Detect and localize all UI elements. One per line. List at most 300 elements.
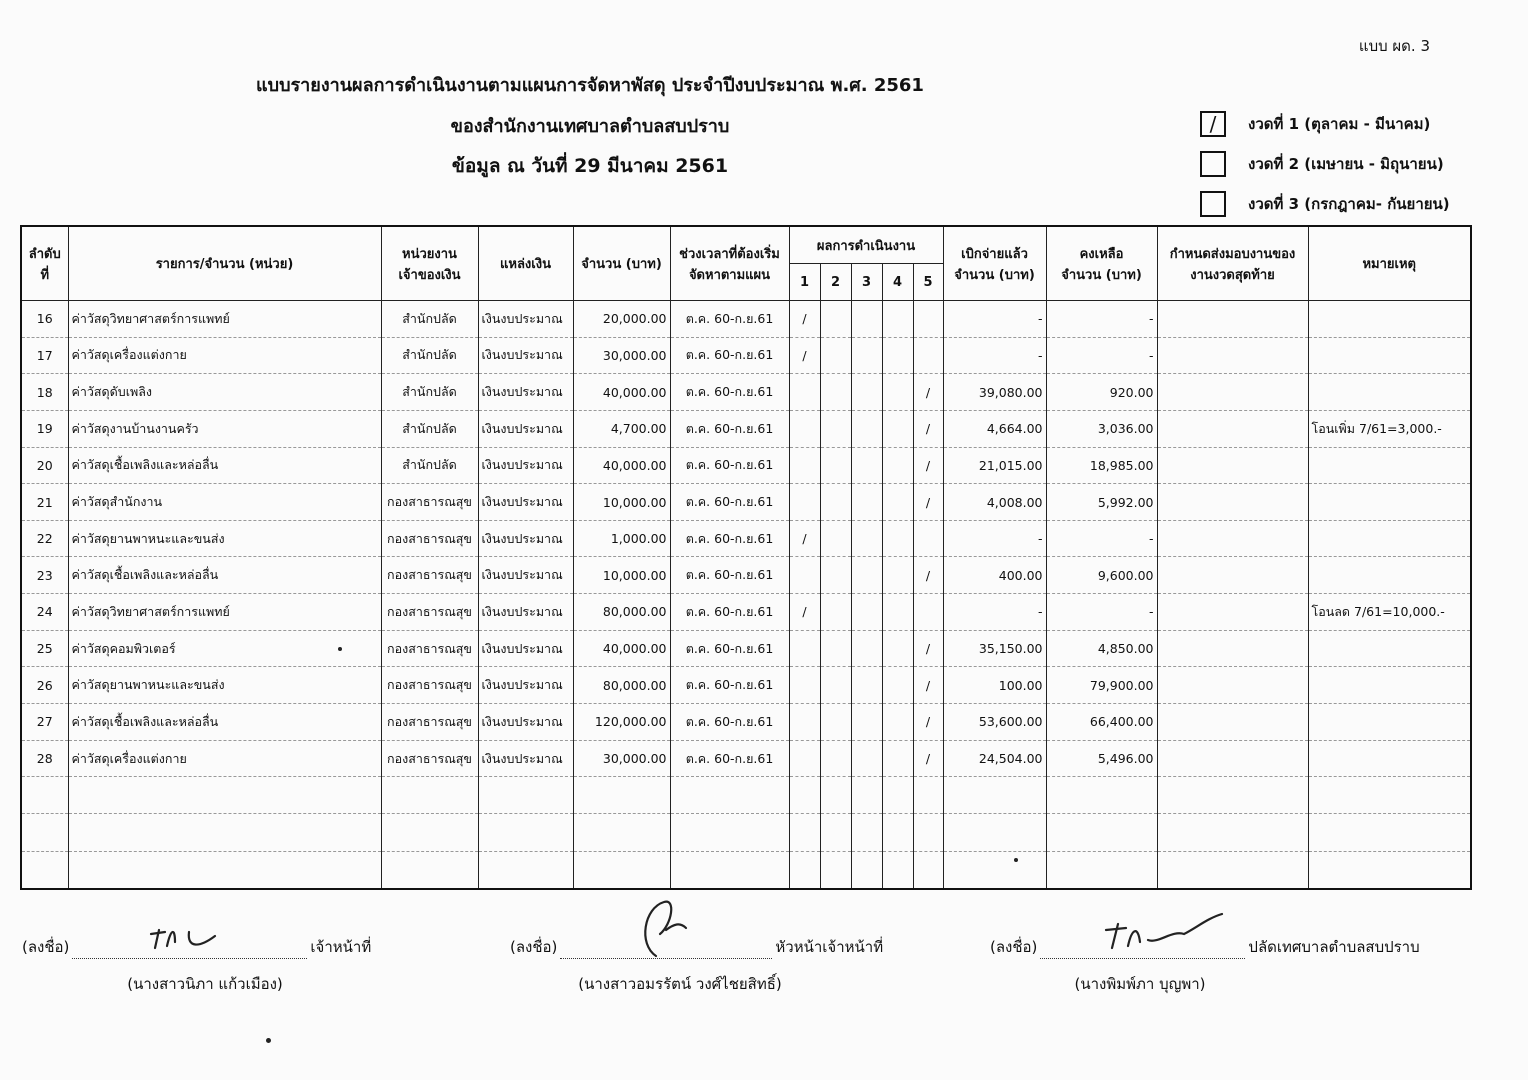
cell-m4 bbox=[882, 520, 913, 557]
cell-m1 bbox=[789, 667, 820, 704]
cell-source: เงินงบประมาณ bbox=[478, 447, 573, 484]
cell-item: ค่าวัสดุเชื้อเพลิงและหล่อลื่น bbox=[68, 447, 381, 484]
empty-row bbox=[21, 777, 1471, 814]
cell-period: ต.ค. 60-ก.ย.61 bbox=[670, 557, 789, 594]
header-result: ผลการดำเนินงาน bbox=[789, 226, 943, 264]
cell-remain: 18,985.00 bbox=[1046, 447, 1157, 484]
period-3-checkbox[interactable] bbox=[1200, 191, 1226, 217]
cell-source: เงินงบประมาณ bbox=[478, 557, 573, 594]
cell-m5 bbox=[913, 520, 943, 557]
table-row bbox=[21, 410, 1471, 447]
cell-remain: 5,992.00 bbox=[1046, 484, 1157, 521]
cell-m3 bbox=[851, 740, 882, 777]
cell-period: ต.ค. 60-ก.ย.61 bbox=[670, 520, 789, 557]
cell-remain: 3,036.00 bbox=[1046, 410, 1157, 447]
period-1-checkbox[interactable]: / bbox=[1200, 111, 1226, 137]
cell-item: ค่าวัสดุงานบ้านงานครัว bbox=[68, 410, 381, 447]
scan-speck bbox=[1014, 858, 1018, 862]
cell-m2 bbox=[820, 447, 851, 484]
signature-municipal-clerk bbox=[990, 928, 1420, 959]
empty-cell bbox=[381, 777, 478, 814]
cell-source: เงินงบประมาณ bbox=[478, 374, 573, 411]
empty-cell bbox=[913, 851, 943, 889]
handwritten-signature-icon bbox=[626, 894, 706, 964]
table-row bbox=[21, 301, 1471, 338]
cell-note bbox=[1308, 301, 1471, 338]
cell-period: ต.ค. 60-ก.ย.61 bbox=[670, 667, 789, 704]
period-option-1[interactable] bbox=[1200, 108, 1430, 140]
empty-cell bbox=[913, 777, 943, 814]
cell-unit: กองสาธารณสุข bbox=[381, 667, 478, 704]
cell-source: เงินงบประมาณ bbox=[478, 667, 573, 704]
empty-cell bbox=[573, 851, 670, 889]
cell-remain: 4,850.00 bbox=[1046, 630, 1157, 667]
cell-note: โอนลด 7/61=10,000.- bbox=[1308, 594, 1471, 631]
sign-role: ปลัดเทศบาลตำบลสบปราบ bbox=[1248, 938, 1420, 956]
cell-no: 20 bbox=[21, 447, 68, 484]
cell-m1: / bbox=[789, 337, 820, 374]
empty-cell bbox=[789, 851, 820, 889]
cell-no: 22 bbox=[21, 520, 68, 557]
cell-amount: 30,000.00 bbox=[573, 740, 670, 777]
cell-note bbox=[1308, 520, 1471, 557]
signature-line bbox=[1040, 928, 1245, 959]
cell-m2 bbox=[820, 520, 851, 557]
empty-cell bbox=[1046, 814, 1157, 851]
empty-cell bbox=[820, 814, 851, 851]
cell-m2 bbox=[820, 410, 851, 447]
cell-paid: - bbox=[943, 337, 1046, 374]
header-paid: เบิกจ่ายแล้ว จำนวน (บาท) bbox=[943, 226, 1046, 301]
empty-cell bbox=[478, 814, 573, 851]
header-source: แหล่งเงิน bbox=[478, 226, 573, 301]
header-result-1: 1 bbox=[789, 264, 820, 301]
cell-source: เงินงบประมาณ bbox=[478, 337, 573, 374]
cell-due bbox=[1157, 374, 1308, 411]
empty-cell bbox=[381, 814, 478, 851]
report-title: แบบรายงานผลการดำเนินงานตามแผนการจัดหาพัสดุ ประจำปีงบประมาณ พ.ศ. 2561 bbox=[256, 75, 924, 96]
cell-due bbox=[1157, 557, 1308, 594]
cell-m3 bbox=[851, 374, 882, 411]
cell-no: 27 bbox=[21, 704, 68, 741]
cell-m5 bbox=[913, 337, 943, 374]
empty-cell bbox=[882, 777, 913, 814]
cell-m4 bbox=[882, 667, 913, 704]
cell-note bbox=[1308, 667, 1471, 704]
report-organization: ของสำนักงานเทศบาลตำบลสบปราบ bbox=[450, 116, 730, 137]
cell-period: ต.ค. 60-ก.ย.61 bbox=[670, 301, 789, 338]
cell-m3 bbox=[851, 594, 882, 631]
cell-no: 23 bbox=[21, 557, 68, 594]
cell-m5: / bbox=[913, 740, 943, 777]
header-seq: ลำดับ ที่ bbox=[21, 226, 68, 301]
period-option-2[interactable] bbox=[1200, 148, 1444, 180]
cell-m2 bbox=[820, 484, 851, 521]
cell-period: ต.ค. 60-ก.ย.61 bbox=[670, 630, 789, 667]
cell-m4 bbox=[882, 704, 913, 741]
cell-due bbox=[1157, 301, 1308, 338]
table-body bbox=[21, 301, 1471, 890]
cell-m1 bbox=[789, 447, 820, 484]
cell-m1 bbox=[789, 740, 820, 777]
cell-due bbox=[1157, 594, 1308, 631]
cell-m4 bbox=[882, 594, 913, 631]
cell-m1 bbox=[789, 557, 820, 594]
header-result-2: 2 bbox=[820, 264, 851, 301]
cell-m5: / bbox=[913, 374, 943, 411]
cell-period: ต.ค. 60-ก.ย.61 bbox=[670, 374, 789, 411]
empty-cell bbox=[1157, 851, 1308, 889]
empty-cell bbox=[913, 814, 943, 851]
cell-m2 bbox=[820, 301, 851, 338]
cell-paid: 100.00 bbox=[943, 667, 1046, 704]
cell-paid: 21,015.00 bbox=[943, 447, 1046, 484]
cell-note bbox=[1308, 704, 1471, 741]
cell-item: ค่าวัสดุเชื้อเพลิงและหล่อลื่น bbox=[68, 704, 381, 741]
header-remain: คงเหลือ จำนวน (บาท) bbox=[1046, 226, 1157, 301]
cell-unit: กองสาธารณสุข bbox=[381, 704, 478, 741]
cell-m5: / bbox=[913, 484, 943, 521]
period-option-3[interactable] bbox=[1200, 188, 1450, 220]
cell-item: ค่าวัสดุเชื้อเพลิงและหล่อลื่น bbox=[68, 557, 381, 594]
sign-role: เจ้าหน้าที่ bbox=[310, 938, 372, 956]
cell-m4 bbox=[882, 557, 913, 594]
empty-cell bbox=[1046, 851, 1157, 889]
empty-cell bbox=[851, 851, 882, 889]
empty-cell bbox=[478, 851, 573, 889]
cell-no: 18 bbox=[21, 374, 68, 411]
cell-m2 bbox=[820, 740, 851, 777]
empty-cell bbox=[478, 777, 573, 814]
cell-note bbox=[1308, 630, 1471, 667]
header-due: กำหนดส่งมอบงานของ งานงวดสุดท้าย bbox=[1157, 226, 1308, 301]
empty-cell bbox=[573, 777, 670, 814]
period-2-label: งวดที่ 2 (เมษายน - มิถุนายน) bbox=[1248, 155, 1444, 173]
scan-speck bbox=[266, 1038, 271, 1043]
table-row bbox=[21, 520, 1471, 557]
empty-cell bbox=[21, 814, 68, 851]
cell-m5 bbox=[913, 594, 943, 631]
cell-m4 bbox=[882, 374, 913, 411]
cell-unit: กองสาธารณสุข bbox=[381, 740, 478, 777]
cell-unit: กองสาธารณสุข bbox=[381, 520, 478, 557]
cell-source: เงินงบประมาณ bbox=[478, 594, 573, 631]
cell-source: เงินงบประมาณ bbox=[478, 704, 573, 741]
cell-paid: 24,504.00 bbox=[943, 740, 1046, 777]
cell-m3 bbox=[851, 704, 882, 741]
cell-source: เงินงบประมาณ bbox=[478, 630, 573, 667]
cell-item: ค่าวัสดุวิทยาศาสตร์การแพทย์ bbox=[68, 301, 381, 338]
cell-remain: - bbox=[1046, 594, 1157, 631]
cell-paid: - bbox=[943, 301, 1046, 338]
handwritten-signature-icon bbox=[145, 918, 235, 958]
cell-source: เงินงบประมาณ bbox=[478, 484, 573, 521]
empty-cell bbox=[943, 777, 1046, 814]
table-row bbox=[21, 337, 1471, 374]
cell-remain: 79,900.00 bbox=[1046, 667, 1157, 704]
sign-prefix: (ลงชื่อ) bbox=[990, 938, 1038, 956]
cell-paid: - bbox=[943, 594, 1046, 631]
signature-head-officer bbox=[510, 928, 883, 959]
sign-prefix: (ลงชื่อ) bbox=[510, 938, 558, 956]
signature-line bbox=[560, 928, 772, 959]
cell-remain: 920.00 bbox=[1046, 374, 1157, 411]
cell-amount: 4,700.00 bbox=[573, 410, 670, 447]
cell-item: ค่าวัสดุวิทยาศาสตร์การแพทย์ bbox=[68, 594, 381, 631]
empty-cell bbox=[789, 814, 820, 851]
empty-cell bbox=[943, 851, 1046, 889]
sign-role: หัวหน้าเจ้าหน้าที่ bbox=[775, 938, 884, 956]
table-row bbox=[21, 667, 1471, 704]
cell-period: ต.ค. 60-ก.ย.61 bbox=[670, 337, 789, 374]
cell-unit: สำนักปลัด bbox=[381, 374, 478, 411]
cell-item: ค่าวัสดุเครื่องแต่งกาย bbox=[68, 740, 381, 777]
cell-unit: กองสาธารณสุข bbox=[381, 484, 478, 521]
sign-prefix: (ลงชื่อ) bbox=[22, 938, 70, 956]
cell-m3 bbox=[851, 447, 882, 484]
cell-m3 bbox=[851, 337, 882, 374]
cell-period: ต.ค. 60-ก.ย.61 bbox=[670, 740, 789, 777]
cell-m4 bbox=[882, 447, 913, 484]
cell-m1 bbox=[789, 630, 820, 667]
cell-unit: กองสาธารณสุข bbox=[381, 630, 478, 667]
cell-m2 bbox=[820, 374, 851, 411]
cell-no: 19 bbox=[21, 410, 68, 447]
cell-m3 bbox=[851, 667, 882, 704]
cell-m3 bbox=[851, 557, 882, 594]
table-row bbox=[21, 484, 1471, 521]
cell-m5: / bbox=[913, 557, 943, 594]
signature-line bbox=[72, 928, 307, 959]
cell-source: เงินงบประมาณ bbox=[478, 520, 573, 557]
cell-due bbox=[1157, 410, 1308, 447]
cell-m1 bbox=[789, 704, 820, 741]
cell-no: 26 bbox=[21, 667, 68, 704]
signer-name: (นางสาวนิภา แก้วเมือง) bbox=[127, 975, 283, 993]
cell-paid: 53,600.00 bbox=[943, 704, 1046, 741]
cell-remain: - bbox=[1046, 301, 1157, 338]
cell-remain: 66,400.00 bbox=[1046, 704, 1157, 741]
cell-period: ต.ค. 60-ก.ย.61 bbox=[670, 594, 789, 631]
cell-m4 bbox=[882, 301, 913, 338]
empty-cell bbox=[851, 814, 882, 851]
empty-cell bbox=[573, 814, 670, 851]
empty-cell bbox=[851, 777, 882, 814]
cell-m4 bbox=[882, 740, 913, 777]
signer-name: (นางพิมพ์ภา บุญพา) bbox=[1074, 975, 1206, 993]
empty-cell bbox=[1308, 851, 1471, 889]
cell-m3 bbox=[851, 301, 882, 338]
cell-m3 bbox=[851, 520, 882, 557]
cell-m5: / bbox=[913, 630, 943, 667]
cell-unit: กองสาธารณสุข bbox=[381, 557, 478, 594]
cell-item: ค่าวัสดุสำนักงาน bbox=[68, 484, 381, 521]
cell-amount: 30,000.00 bbox=[573, 337, 670, 374]
header-amount: จำนวน (บาท) bbox=[573, 226, 670, 301]
cell-m2 bbox=[820, 667, 851, 704]
cell-due bbox=[1157, 630, 1308, 667]
cell-note bbox=[1308, 337, 1471, 374]
cell-m3 bbox=[851, 484, 882, 521]
cell-unit: สำนักปลัด bbox=[381, 410, 478, 447]
table-row bbox=[21, 740, 1471, 777]
procurement-report-table bbox=[20, 225, 1472, 890]
report-date: ข้อมูล ณ วันที่ 29 มีนาคม 2561 bbox=[451, 155, 729, 177]
cell-no: 28 bbox=[21, 740, 68, 777]
cell-m4 bbox=[882, 410, 913, 447]
cell-no: 21 bbox=[21, 484, 68, 521]
empty-cell bbox=[68, 814, 381, 851]
cell-m2 bbox=[820, 337, 851, 374]
empty-cell bbox=[1308, 777, 1471, 814]
cell-m1: / bbox=[789, 520, 820, 557]
cell-m4 bbox=[882, 337, 913, 374]
cell-m5: / bbox=[913, 704, 943, 741]
empty-cell bbox=[1157, 814, 1308, 851]
cell-source: เงินงบประมาณ bbox=[478, 740, 573, 777]
cell-m5: / bbox=[913, 410, 943, 447]
cell-period: ต.ค. 60-ก.ย.61 bbox=[670, 484, 789, 521]
cell-note bbox=[1308, 447, 1471, 484]
cell-item: ค่าวัสดุยานพาหนะและขนส่ง bbox=[68, 667, 381, 704]
empty-cell bbox=[820, 777, 851, 814]
cell-unit: สำนักปลัด bbox=[381, 337, 478, 374]
cell-amount: 40,000.00 bbox=[573, 374, 670, 411]
cell-paid: - bbox=[943, 520, 1046, 557]
cell-item: ค่าวัสดุยานพาหนะและขนส่ง bbox=[68, 520, 381, 557]
cell-due bbox=[1157, 520, 1308, 557]
empty-cell bbox=[670, 814, 789, 851]
cell-due bbox=[1157, 704, 1308, 741]
cell-m4 bbox=[882, 630, 913, 667]
cell-m1 bbox=[789, 484, 820, 521]
cell-due bbox=[1157, 740, 1308, 777]
cell-item: ค่าวัสดุคอมพิวเตอร์ bbox=[68, 630, 381, 667]
table-row bbox=[21, 374, 1471, 411]
period-3-label: งวดที่ 3 (กรกฎาคม- กันยายน) bbox=[1248, 195, 1450, 213]
cell-paid: 39,080.00 bbox=[943, 374, 1046, 411]
cell-m2 bbox=[820, 557, 851, 594]
header-item: รายการ/จำนวน (หน่วย) bbox=[68, 226, 381, 301]
table-row bbox=[21, 704, 1471, 741]
empty-cell bbox=[1308, 814, 1471, 851]
empty-cell bbox=[882, 814, 913, 851]
header-result-5: 5 bbox=[913, 264, 943, 301]
cell-due bbox=[1157, 667, 1308, 704]
cell-unit: กองสาธารณสุข bbox=[381, 594, 478, 631]
cell-remain: 5,496.00 bbox=[1046, 740, 1157, 777]
empty-cell bbox=[1046, 777, 1157, 814]
cell-m1 bbox=[789, 374, 820, 411]
cell-unit: สำนักปลัด bbox=[381, 447, 478, 484]
cell-note bbox=[1308, 484, 1471, 521]
cell-amount: 40,000.00 bbox=[573, 630, 670, 667]
cell-amount: 20,000.00 bbox=[573, 301, 670, 338]
empty-cell bbox=[882, 851, 913, 889]
cell-note bbox=[1308, 374, 1471, 411]
table-row bbox=[21, 594, 1471, 631]
cell-source: เงินงบประมาณ bbox=[478, 410, 573, 447]
signature-officer bbox=[22, 928, 371, 959]
empty-cell bbox=[670, 777, 789, 814]
cell-m1: / bbox=[789, 301, 820, 338]
cell-m3 bbox=[851, 630, 882, 667]
header-unit: หน่วยงาน เจ้าของเงิน bbox=[381, 226, 478, 301]
cell-item: ค่าวัสดุเครื่องแต่งกาย bbox=[68, 337, 381, 374]
cell-period: ต.ค. 60-ก.ย.61 bbox=[670, 704, 789, 741]
table-row bbox=[21, 557, 1471, 594]
cell-due bbox=[1157, 447, 1308, 484]
cell-amount: 10,000.00 bbox=[573, 557, 670, 594]
empty-cell bbox=[68, 777, 381, 814]
cell-item: ค่าวัสดุดับเพลิง bbox=[68, 374, 381, 411]
empty-cell bbox=[820, 851, 851, 889]
header-period: ช่วงเวลาที่ต้องเริ่ม จัดหาตามแผน bbox=[670, 226, 789, 301]
cell-remain: - bbox=[1046, 520, 1157, 557]
table-row bbox=[21, 630, 1471, 667]
cell-due bbox=[1157, 484, 1308, 521]
period-2-checkbox[interactable] bbox=[1200, 151, 1226, 177]
cell-paid: 35,150.00 bbox=[943, 630, 1046, 667]
empty-row bbox=[21, 814, 1471, 851]
empty-cell bbox=[1157, 777, 1308, 814]
empty-cell bbox=[68, 851, 381, 889]
cell-unit: สำนักปลัด bbox=[381, 301, 478, 338]
cell-m2 bbox=[820, 594, 851, 631]
cell-remain: 9,600.00 bbox=[1046, 557, 1157, 594]
cell-no: 16 bbox=[21, 301, 68, 338]
cell-source: เงินงบประมาณ bbox=[478, 301, 573, 338]
header-result-3: 3 bbox=[851, 264, 882, 301]
header-note: หมายเหตุ bbox=[1308, 226, 1471, 301]
cell-amount: 10,000.00 bbox=[573, 484, 670, 521]
cell-m2 bbox=[820, 704, 851, 741]
scan-speck bbox=[338, 647, 342, 651]
cell-amount: 1,000.00 bbox=[573, 520, 670, 557]
cell-period: ต.ค. 60-ก.ย.61 bbox=[670, 410, 789, 447]
cell-note bbox=[1308, 557, 1471, 594]
cell-paid: 400.00 bbox=[943, 557, 1046, 594]
handwritten-signature-icon bbox=[1098, 910, 1228, 958]
cell-m1 bbox=[789, 410, 820, 447]
cell-due bbox=[1157, 337, 1308, 374]
cell-no: 24 bbox=[21, 594, 68, 631]
empty-cell bbox=[670, 851, 789, 889]
cell-remain: - bbox=[1046, 337, 1157, 374]
period-1-label: งวดที่ 1 (ตุลาคม - มีนาคม) bbox=[1248, 115, 1431, 133]
cell-period: ต.ค. 60-ก.ย.61 bbox=[670, 447, 789, 484]
cell-m5 bbox=[913, 301, 943, 338]
cell-amount: 80,000.00 bbox=[573, 594, 670, 631]
empty-cell bbox=[789, 777, 820, 814]
cell-m5: / bbox=[913, 667, 943, 704]
cell-m2 bbox=[820, 630, 851, 667]
empty-row bbox=[21, 851, 1471, 889]
empty-cell bbox=[381, 851, 478, 889]
cell-no: 25 bbox=[21, 630, 68, 667]
cell-m3 bbox=[851, 410, 882, 447]
cell-paid: 4,008.00 bbox=[943, 484, 1046, 521]
signer-name: (นางสาวอมรรัตน์ วงศ์ไชยสิทธิ์) bbox=[578, 975, 782, 993]
cell-note bbox=[1308, 740, 1471, 777]
cell-amount: 40,000.00 bbox=[573, 447, 670, 484]
table-row bbox=[21, 447, 1471, 484]
empty-cell bbox=[943, 814, 1046, 851]
header-result-4: 4 bbox=[882, 264, 913, 301]
cell-amount: 120,000.00 bbox=[573, 704, 670, 741]
form-code: แบบ ผด. 3 bbox=[1358, 37, 1430, 55]
cell-m5: / bbox=[913, 447, 943, 484]
